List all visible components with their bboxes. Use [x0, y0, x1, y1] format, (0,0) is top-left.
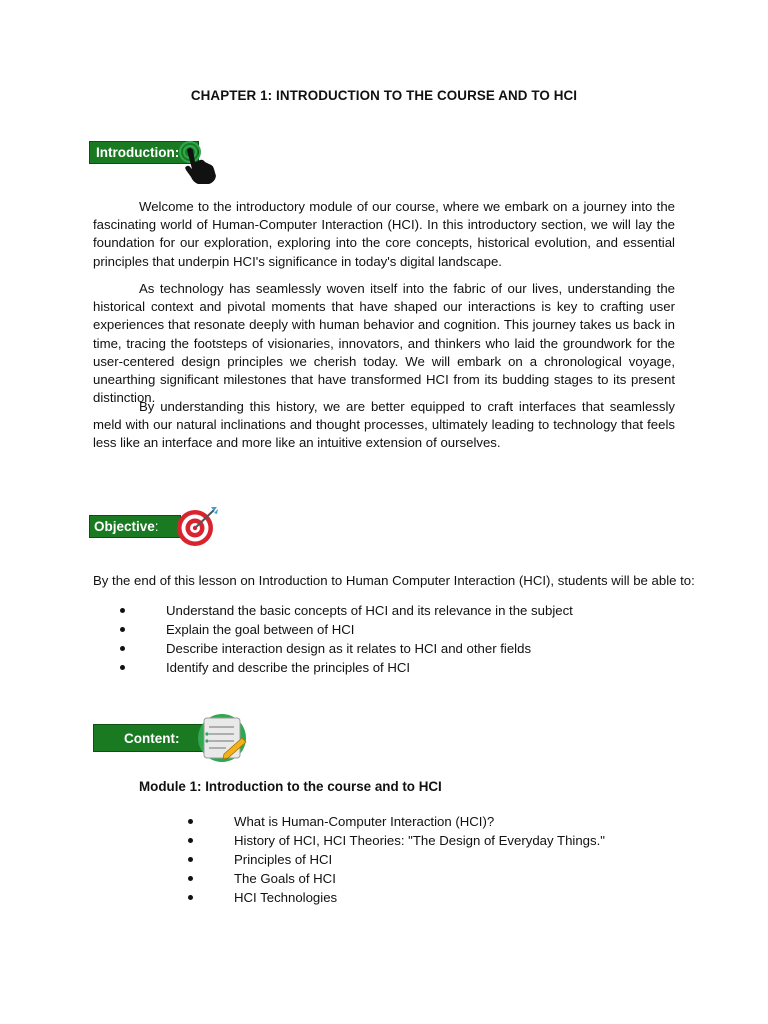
- list-item: Understand the basic concepts of HCI and its relevance in the subject: [120, 601, 573, 620]
- objective-list: [120, 601, 573, 677]
- notepad-icon: [196, 712, 250, 764]
- objective-label: [89, 515, 181, 538]
- introduction-label: Introduction:: [89, 141, 199, 164]
- list-item: Identify and describe the principles of HCI: [120, 658, 573, 677]
- intro-paragraph-3: By understanding this history, we are better equipped to craft interfaces that seamlessly meld with our natural inclinations and thought processes, ultimately leading to technology that feels less like an interface and more like an intuitive extension of ourselves.: [93, 399, 675, 451]
- pointing-hand-icon: [176, 140, 220, 186]
- list-item: The Goals of HCI: [188, 869, 605, 888]
- list-item: HCI Technologies: [188, 888, 605, 907]
- list-item: What is Human-Computer Interaction (HCI)?: [188, 812, 605, 831]
- list-item: Principles of HCI: [188, 850, 605, 869]
- module-title: Module 1: Introduction to the course and to HCI: [139, 779, 442, 794]
- intro-paragraph-1: Welcome to the introductory module of our course, where we embark on a journey into the fascinating world of Human-Computer Interaction (HCI). In this introductory section, we will lay the foundation for our exploration, exploring into the core concepts, historical evolution, and essential principles that underpin HCI's significance in today's digital landscape.: [93, 199, 675, 269]
- objective-lead: By the end of this lesson on Introduction to Human Computer Interaction (HCI), students will be able to:: [93, 573, 695, 588]
- list-item: History of HCI, HCI Theories: "The Design of Everyday Things.": [188, 831, 605, 850]
- objective-label-colon: :: [154, 519, 159, 534]
- list-item: Explain the goal between of HCI: [120, 620, 573, 639]
- module-topic-list: [188, 812, 605, 907]
- intro-paragraph-2: As technology has seamlessly woven itself into the fabric of our lives, understanding the historical context and pivotal moments that have shaped our interactions is key to crafting user experiences that resonate deeply with human behavior and cognition. This journey takes us back in time, tracing the footsteps of visionaries, innovators, and thinkers who laid the groundwork for the user-centered design principles we cherish today. We will embark on a chronological voyage, unearthing significant milestones that have transformed HCI from its budding stages to its present distinction.: [93, 281, 675, 406]
- target-icon: [174, 505, 220, 547]
- chapter-title: CHAPTER 1: INTRODUCTION TO THE COURSE AND TO HCI: [190, 88, 578, 103]
- list-item: Describe interaction design as it relates to HCI and other fields: [120, 639, 573, 658]
- objective-label-text: Objective: [94, 519, 155, 534]
- content-label: Content:: [93, 724, 213, 752]
